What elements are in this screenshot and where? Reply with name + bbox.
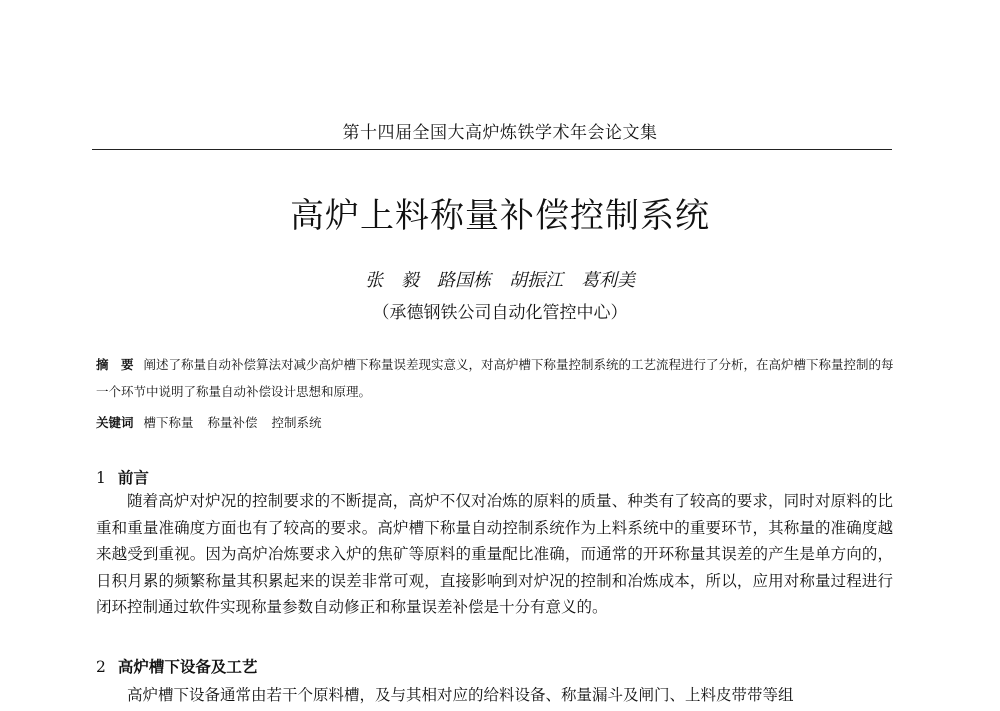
section-number: 2 [96, 658, 106, 676]
keyword: 称量补偿 [207, 415, 258, 430]
section-heading-equipment [96, 655, 257, 677]
abstract-label: 摘 要 [96, 357, 134, 372]
header-rule [92, 149, 892, 150]
section-title: 前言 [117, 469, 149, 487]
equipment-paragraph: 高炉槽下设备通常由若干个原料槽，及与其相对应的给料设备、称量漏斗及闸门、上料皮带带等组 [127, 686, 794, 704]
authors: 张 毅 路国栋 胡振江 葛利美 [365, 270, 635, 291]
keywords-label: 关键词 [96, 415, 134, 430]
section-heading-introduction [96, 466, 149, 488]
abstract [96, 351, 896, 405]
keyword: 槽下称量 [143, 415, 194, 430]
paper-title: 高炉上料称量补偿控制系统 [290, 196, 710, 236]
keywords [96, 409, 896, 436]
running-header: 第十四届全国大高炉炼铁学术年会论文集 [342, 123, 658, 143]
section-title: 高炉槽下设备及工艺 [117, 658, 258, 676]
affiliation: （承德钢铁公司自动化管控中心） [372, 303, 628, 323]
abstract-text: 阐述了称量自动补偿算法对减少高炉槽下称量误差现实意义，对高炉槽下称量控制系统的工艺流程进行了分析，在高炉槽下称量控制的每一个环节中说明了称量自动补偿设计思想和原理。 [96, 357, 894, 399]
section-number: 1 [96, 469, 106, 487]
keyword: 控制系统 [271, 415, 322, 430]
introduction-paragraph: 随着高炉对炉况的控制要求的不断提高，高炉不仅对冶炼的原料的质量、种类有了较高的要求，同时对原料的比重和重量准确度方面也有了较高的要求。高炉槽下称量自动控制系统作为上料系统中的重要环节，其称量的准确度越来越受到重视。因为高炉冶炼要求入炉的焦矿等原料的重量配比准确，而通常的开环称量其误差的产生是单方向的，日积月累的频繁称量其积累起来的误差非常可观，直接影响到对炉况的控制和冶炼成本，所以，应用对称量过程进行闭环控制通过软件实现称量参数自动修正和称量误差补偿是十分有意义的。 [96, 492, 893, 616]
